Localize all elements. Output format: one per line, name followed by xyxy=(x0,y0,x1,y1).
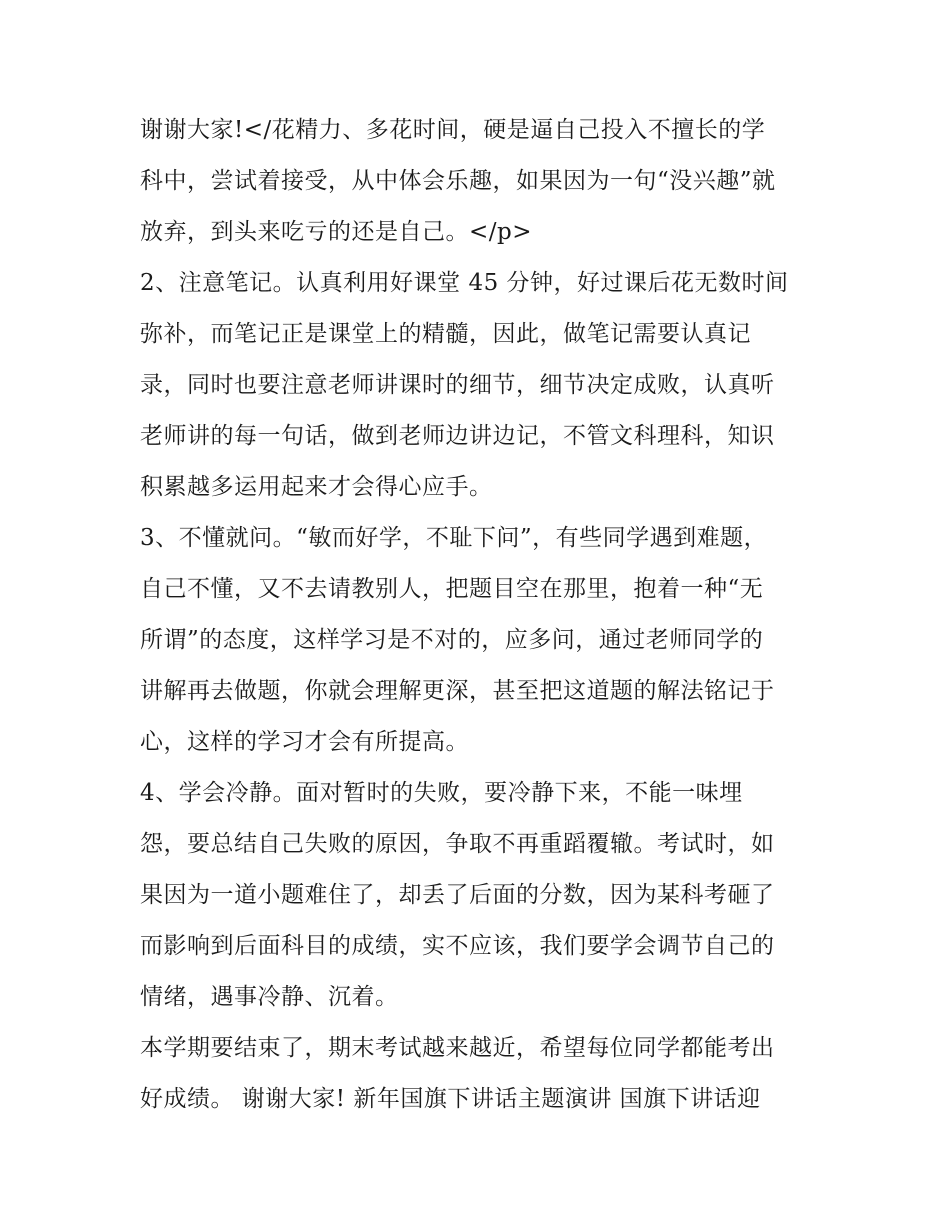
text-line: 科中，尝试着接受，从中体会乐趣，如果因为一句“没兴趣”就 xyxy=(140,168,776,194)
text-line: 而影响到后面科目的成绩，实不应该，我们要学会调节自己的 xyxy=(140,933,775,959)
text-line: 心，这样的学习才会有所提高。 xyxy=(140,729,469,755)
text-line: 录，同时也要注意老师讲课时的细节，细节决定成败，认真听 xyxy=(140,372,775,398)
text-line: 3、不懂就问。“敏而好学，不耻下问”，有些同学遇到难题， xyxy=(140,525,768,551)
text-line: 讲解再去做题，你就会理解更深，甚至把这道题的解法铭记于 xyxy=(140,678,775,704)
text-line: 果因为一道小题难住了，却丢了后面的分数，因为某科考砸了 xyxy=(140,882,775,908)
text-line: 谢谢大家!</花精力、多花时间，硬是逼自己投入不擅长的学 xyxy=(140,117,766,143)
text-line: 本学期要结束了，期末考试越来越近，希望每位同学都能考出 xyxy=(140,1035,775,1061)
text-line: 老师讲的每一句话，做到老师边讲边记，不管文科理科，知识 xyxy=(140,423,775,449)
text-line: 4、学会冷静。面对暂时的失败，要冷静下来，不能一味埋 xyxy=(140,780,743,806)
text-line: 情绪，遇事冷静、沉着。 xyxy=(140,984,399,1010)
text-line: 放弃，到头来吃亏的还是自己。</p> xyxy=(140,219,533,245)
text-line: 所谓”的态度，这样学习是不对的，应多问，通过老师同学的 xyxy=(140,627,764,653)
text-line: 怨，要总结自己失败的原因，争取不再重蹈覆辙。考试时，如 xyxy=(140,831,775,857)
text-line: 自己不懂，又不去请教别人，把题目空在那里，抱着一种“无 xyxy=(140,576,764,602)
text-line: 积累越多运用起来才会得心应手。 xyxy=(140,474,493,500)
text-line: 好成绩。 谢谢大家! 新年国旗下讲话主题演讲 国旗下讲话迎 xyxy=(140,1086,761,1112)
text-line: 2、注意笔记。认真利用好课堂 45 分钟，好过课后花无数时间 xyxy=(140,270,789,296)
document-body xyxy=(140,105,820,1125)
text-line: 弥补，而笔记正是课堂上的精髓，因此，做笔记需要认真记 xyxy=(140,321,751,347)
